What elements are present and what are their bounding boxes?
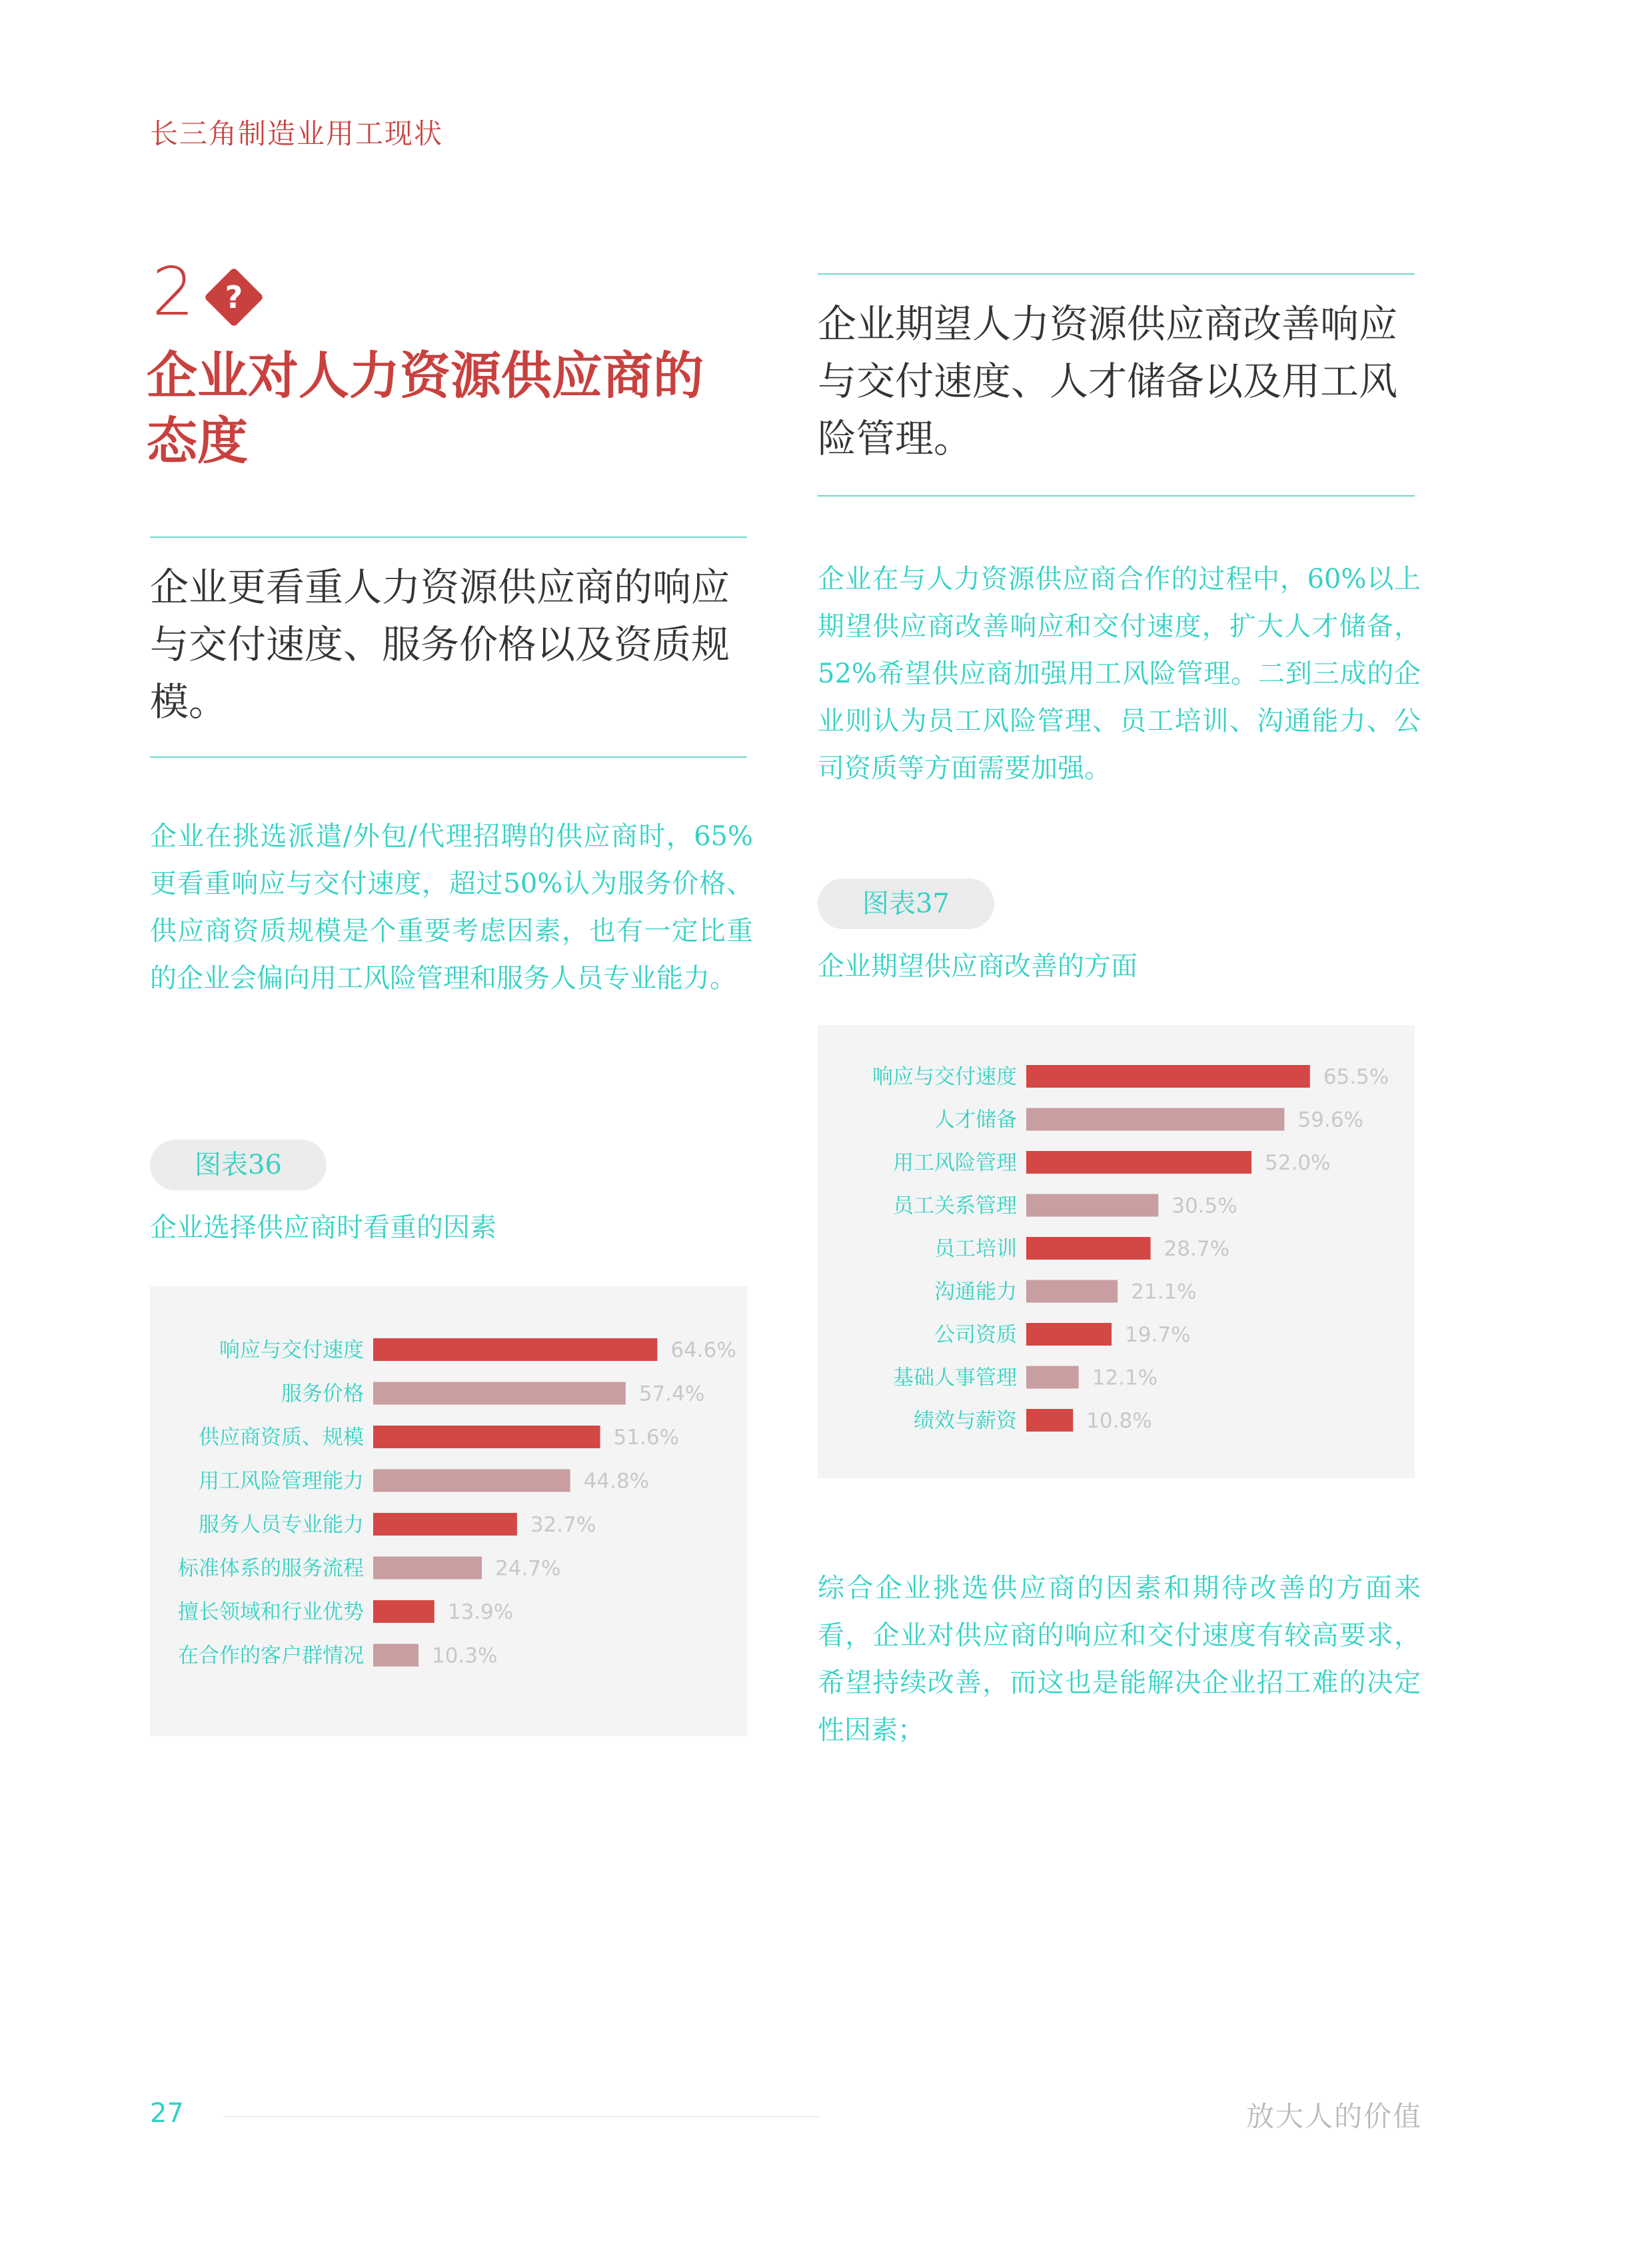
footer-tagline: 放大人的价值: [1246, 2100, 1423, 2133]
figure-37-chart: [818, 1025, 1415, 1478]
bar: [373, 1426, 600, 1448]
value-label: 51.6%: [613, 1426, 680, 1450]
category-label: 标准体系的服务流程: [178, 1556, 364, 1581]
category-label: 用工风险管理能力: [199, 1469, 364, 1494]
value-label: 12.1%: [1092, 1366, 1158, 1390]
bar: [373, 1644, 418, 1667]
category-label: 供应商资质、规模: [199, 1426, 364, 1450]
bar: [1026, 1108, 1284, 1131]
value-label: 52.0%: [1265, 1151, 1331, 1175]
divider: [150, 756, 747, 758]
page-number: 27: [150, 2098, 184, 2129]
category-label: 用工风险管理: [893, 1151, 1017, 1175]
value-label: 13.9%: [447, 1600, 514, 1624]
value-label: 59.6%: [1297, 1108, 1363, 1132]
value-label: 28.7%: [1164, 1237, 1230, 1261]
bar: [1026, 1151, 1251, 1174]
right-conclusion-text: 综合企业挑选供应商的因素和期待改善的方面来看，企业对供应商的响应和交付速度有较高要求，希望持续改善，而这也是能解决企业招工难的决定性因素；: [818, 1573, 1421, 1745]
value-label: 24.7%: [495, 1556, 561, 1581]
divider: [818, 273, 1415, 275]
bar: [373, 1382, 626, 1405]
category-label: 擅长领域和行业优势: [178, 1600, 364, 1624]
section-title: [147, 343, 746, 474]
divider: [150, 537, 747, 538]
category-label: 人才储备: [934, 1108, 1017, 1132]
value-label: 32.7%: [530, 1513, 596, 1537]
figure-37-label: 图表37: [818, 878, 994, 929]
bar: [1026, 1409, 1073, 1432]
bar: [1026, 1323, 1112, 1346]
right-body-text: 企业在与人力资源供应商合作的过程中，60%以上期望供应商改善响应和交付速度，扩大人才储备，52%希望供应商加强用工风险管理。二到三成的企业则认为员工风险管理、员工培训、沟通能力、公司资质等方面需要加强。: [818, 564, 1421, 784]
value-label: 21.1%: [1131, 1280, 1197, 1304]
value-label: 64.6%: [670, 1338, 736, 1362]
category-label: 员工关系管理: [893, 1194, 1017, 1218]
left-body-text: 企业在挑选派遣/外包/代理招聘的供应商时，65%更看重响应与交付速度，超过50%认为服务价格、供应商资质规模是个重要考虑因素，也有一定比重的企业会偏向用工风险管理和服务人员专业能力。: [150, 821, 753, 994]
figure-36-label: 图表36: [150, 1140, 327, 1190]
figure-36-chart: [150, 1286, 747, 1736]
bar: [373, 1600, 434, 1623]
value-label: 65.5%: [1323, 1065, 1389, 1089]
section-number: 2: [152, 253, 195, 331]
figure-37-subtitle: 企业期望供应商改善的方面: [818, 951, 1138, 982]
category-label: 绩效与薪资: [914, 1409, 1017, 1433]
question-diamond-icon: [203, 267, 265, 328]
left-lead-text: 企业更看重人力资源供应商的响应与交付速度、服务价格以及资质规模。: [150, 564, 730, 724]
category-label: 在合作的客户群情况: [178, 1644, 364, 1668]
value-label: 19.7%: [1125, 1323, 1191, 1347]
category-label: 沟通能力: [934, 1280, 1017, 1304]
bar: [1026, 1366, 1079, 1389]
section-title-line2: 态度: [147, 411, 248, 471]
category-label: 响应与交付速度: [219, 1338, 364, 1362]
value-label: 57.4%: [638, 1382, 705, 1406]
running-header: 长三角制造业用工现状: [150, 117, 444, 150]
bar: [1026, 1237, 1151, 1260]
bar: [373, 1338, 657, 1361]
footer-divider: [223, 2116, 820, 2117]
bar: [373, 1557, 482, 1580]
divider: [818, 495, 1415, 497]
value-label: 30.5%: [1172, 1194, 1238, 1218]
value-label: 10.8%: [1086, 1409, 1152, 1433]
category-label: 响应与交付速度: [872, 1065, 1017, 1089]
value-label: 44.8%: [583, 1469, 650, 1494]
bar: [1026, 1065, 1310, 1088]
figure-36-subtitle: 企业选择供应商时看重的因素: [150, 1212, 496, 1243]
figure-36-svg: [150, 1286, 747, 1736]
bar: [373, 1470, 570, 1492]
category-label: 员工培训: [934, 1237, 1017, 1261]
bar: [1026, 1280, 1118, 1303]
category-label: 公司资质: [934, 1323, 1017, 1347]
value-label: 10.3%: [431, 1644, 498, 1668]
category-label: 服务人员专业能力: [199, 1513, 364, 1537]
figure-37-svg: [818, 1025, 1415, 1478]
category-label: 基础人事管理: [893, 1366, 1017, 1390]
svg-text:?: ?: [225, 279, 243, 315]
bar: [373, 1513, 517, 1536]
bar: [1026, 1194, 1158, 1217]
category-label: 服务价格: [281, 1382, 364, 1406]
right-lead-text: 企业期望人力资源供应商改善响应与交付速度、人才储备以及用工风险管理。: [818, 301, 1398, 461]
section-title-line1: 企业对人力资源供应商的: [147, 346, 704, 405]
